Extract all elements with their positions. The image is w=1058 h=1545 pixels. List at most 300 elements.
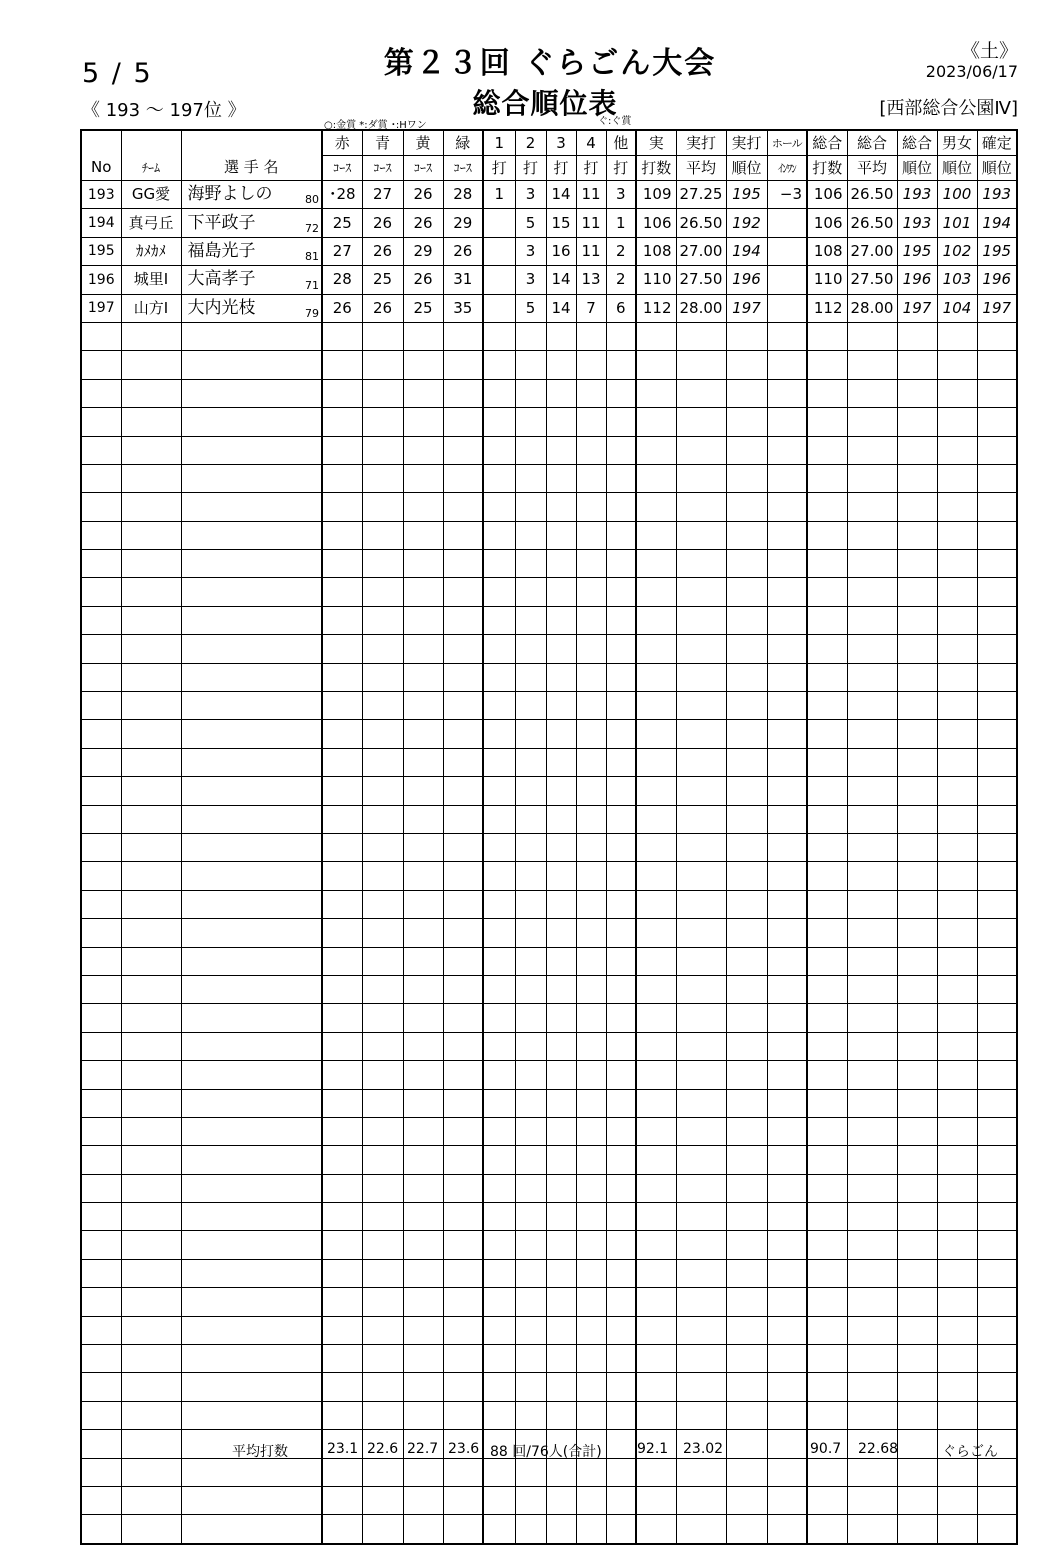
- cell-team: [121, 408, 181, 436]
- cell-tavg: 26.50: [847, 209, 897, 237]
- cell-green: [443, 890, 483, 918]
- cell-avg: [676, 351, 726, 379]
- cell-s3: 14: [546, 294, 576, 322]
- header-bottom-2: 選 手 名: [181, 156, 322, 181]
- cell-no: [81, 663, 121, 691]
- cell-s4: [576, 919, 606, 947]
- cell-age: [289, 1316, 322, 1344]
- cell-no: [81, 521, 121, 549]
- cell-tavg: [847, 1515, 897, 1544]
- cell-yellow: 25: [403, 294, 443, 322]
- header-bottom-4: ｺｰｽ: [362, 156, 403, 181]
- cell-team: [121, 1203, 181, 1231]
- cell-age: [289, 692, 322, 720]
- cell-hio: [767, 720, 807, 748]
- cell-yellow: [403, 464, 443, 492]
- cell-no: [81, 692, 121, 720]
- cell-s1: [483, 493, 515, 521]
- cell-name: [181, 720, 289, 748]
- cell-s2: [515, 351, 546, 379]
- cell-hio: [767, 1401, 807, 1429]
- cell-trank: [897, 1288, 937, 1316]
- cell-arank: [726, 748, 767, 776]
- cell-s3: [546, 1259, 576, 1287]
- cell-name: 下平政子: [181, 209, 289, 237]
- cell-grank: [937, 493, 977, 521]
- cell-name: [181, 1373, 289, 1401]
- cell-avg: [676, 578, 726, 606]
- cell-s1: [483, 408, 515, 436]
- cell-trank: [897, 833, 937, 861]
- cell-yellow: [403, 1316, 443, 1344]
- cell-total: [807, 322, 847, 350]
- cell-avg: [676, 436, 726, 464]
- header-top-1: [121, 130, 181, 156]
- cell-avg: [676, 550, 726, 578]
- cell-arank: [726, 1345, 767, 1373]
- cell-actual: [636, 1089, 676, 1117]
- cell-actual: [636, 1174, 676, 1202]
- cell-s4: 11: [576, 181, 606, 209]
- cell-yellow: 29: [403, 237, 443, 265]
- cell-green: 35: [443, 294, 483, 322]
- cell-blue: [362, 1316, 403, 1344]
- cell-green: [443, 1373, 483, 1401]
- cell-yellow: [403, 1401, 443, 1429]
- cell-avg: [676, 890, 726, 918]
- cell-tavg: [847, 1259, 897, 1287]
- cell-red: [322, 493, 362, 521]
- cell-tavg: [847, 1032, 897, 1060]
- cell-no: [81, 464, 121, 492]
- cell-team: [121, 748, 181, 776]
- cell-grank: [937, 635, 977, 663]
- cell-s1: [483, 1259, 515, 1287]
- cell-yellow: [403, 351, 443, 379]
- cell-avg: [676, 379, 726, 407]
- cell-other: [606, 890, 636, 918]
- cell-s3: [546, 862, 576, 890]
- cell-arank: [726, 1174, 767, 1202]
- cell-total: 106: [807, 181, 847, 209]
- empty-row: [81, 1032, 1017, 1060]
- cell-s3: 14: [546, 181, 576, 209]
- cell-total: [807, 1032, 847, 1060]
- cell-final: [977, 1259, 1017, 1287]
- cell-name: [181, 805, 289, 833]
- header-top-2: [181, 130, 322, 156]
- cell-grank: [937, 1458, 977, 1486]
- cell-yellow: [403, 1146, 443, 1174]
- cell-blue: [362, 1089, 403, 1117]
- cell-grank: [937, 606, 977, 634]
- cell-no: [81, 550, 121, 578]
- cell-actual: [636, 805, 676, 833]
- cell-name: [181, 1117, 289, 1145]
- footer-brand: ぐらごん: [942, 1444, 998, 1460]
- cell-total: [807, 464, 847, 492]
- header-top-19: 男女: [937, 130, 977, 156]
- cell-grank: 100: [937, 181, 977, 209]
- cell-final: [977, 521, 1017, 549]
- footer-red-avg: 23.1: [327, 1441, 359, 1457]
- cell-green: [443, 1231, 483, 1259]
- cell-avg: [676, 1486, 726, 1514]
- cell-total: [807, 1345, 847, 1373]
- cell-age: [289, 1373, 322, 1401]
- cell-other: [606, 1231, 636, 1259]
- cell-s4: [576, 464, 606, 492]
- cell-s4: [576, 379, 606, 407]
- cell-trank: [897, 436, 937, 464]
- cell-name: [181, 408, 289, 436]
- cell-team: [121, 1401, 181, 1429]
- cell-total: [807, 1458, 847, 1486]
- cell-s1: [483, 777, 515, 805]
- cell-other: [606, 606, 636, 634]
- cell-s1: [483, 890, 515, 918]
- cell-blue: [362, 777, 403, 805]
- cell-actual: [636, 720, 676, 748]
- cell-tavg: [847, 351, 897, 379]
- cell-total: [807, 1174, 847, 1202]
- cell-trank: [897, 1089, 937, 1117]
- cell-avg: [676, 1316, 726, 1344]
- cell-s4: [576, 606, 606, 634]
- cell-name: [181, 663, 289, 691]
- cell-s2: [515, 975, 546, 1003]
- cell-arank: [726, 890, 767, 918]
- cell-red: [322, 919, 362, 947]
- cell-blue: [362, 663, 403, 691]
- cell-trank: [897, 1146, 937, 1174]
- header-bottom-9: 打: [546, 156, 576, 181]
- empty-row: [81, 635, 1017, 663]
- cell-tavg: [847, 890, 897, 918]
- cell-grank: [937, 720, 977, 748]
- cell-age: [289, 493, 322, 521]
- cell-actual: 108: [636, 237, 676, 265]
- cell-arank: [726, 1486, 767, 1514]
- cell-grank: [937, 1174, 977, 1202]
- cell-s2: [515, 720, 546, 748]
- cell-no: [81, 1146, 121, 1174]
- cell-red: [322, 777, 362, 805]
- cell-total: [807, 862, 847, 890]
- cell-avg: [676, 919, 726, 947]
- header-bottom-8: 打: [515, 156, 546, 181]
- cell-hio: [767, 578, 807, 606]
- cell-s4: [576, 578, 606, 606]
- cell-arank: [726, 833, 767, 861]
- cell-blue: [362, 550, 403, 578]
- cell-actual: [636, 890, 676, 918]
- cell-actual: [636, 748, 676, 776]
- cell-no: [81, 919, 121, 947]
- cell-s2: 3: [515, 181, 546, 209]
- cell-total: [807, 379, 847, 407]
- cell-actual: [636, 1401, 676, 1429]
- cell-s3: 15: [546, 209, 576, 237]
- cell-final: 194: [977, 209, 1017, 237]
- cell-s3: [546, 805, 576, 833]
- cell-hio: [767, 1458, 807, 1486]
- cell-blue: [362, 1288, 403, 1316]
- cell-s2: [515, 578, 546, 606]
- cell-final: [977, 1146, 1017, 1174]
- cell-other: [606, 1288, 636, 1316]
- cell-actual: [636, 975, 676, 1003]
- cell-green: 26: [443, 237, 483, 265]
- cell-s2: [515, 550, 546, 578]
- cell-avg: [676, 1288, 726, 1316]
- cell-yellow: [403, 1486, 443, 1514]
- cell-total: 112: [807, 294, 847, 322]
- cell-grank: [937, 1203, 977, 1231]
- cell-s1: [483, 1032, 515, 1060]
- cell-blue: [362, 1458, 403, 1486]
- cell-yellow: [403, 635, 443, 663]
- cell-grank: [937, 436, 977, 464]
- cell-grank: [937, 1316, 977, 1344]
- cell-grank: [937, 1117, 977, 1145]
- cell-tavg: [847, 805, 897, 833]
- cell-red: 27: [322, 237, 362, 265]
- cell-s4: [576, 1032, 606, 1060]
- cell-green: [443, 1316, 483, 1344]
- empty-row: [81, 521, 1017, 549]
- header-bottom-12: 打数: [636, 156, 676, 181]
- empty-row: [81, 606, 1017, 634]
- cell-team: [121, 1316, 181, 1344]
- cell-tavg: [847, 436, 897, 464]
- cell-team: [121, 1146, 181, 1174]
- empty-row: [81, 379, 1017, 407]
- cell-yellow: [403, 1515, 443, 1544]
- cell-tavg: [847, 1486, 897, 1514]
- cell-yellow: [403, 975, 443, 1003]
- cell-s1: [483, 1174, 515, 1202]
- cell-yellow: [403, 436, 443, 464]
- cell-s1: [483, 1089, 515, 1117]
- header-top-8: 2: [515, 130, 546, 156]
- cell-actual: [636, 1146, 676, 1174]
- cell-actual: [636, 947, 676, 975]
- cell-s2: [515, 805, 546, 833]
- cell-s1: [483, 919, 515, 947]
- cell-red: [322, 521, 362, 549]
- cell-green: [443, 1004, 483, 1032]
- cell-tavg: [847, 1401, 897, 1429]
- cell-total: [807, 1259, 847, 1287]
- cell-blue: [362, 379, 403, 407]
- cell-team: [121, 1004, 181, 1032]
- cell-tavg: [847, 1061, 897, 1089]
- cell-avg: [676, 777, 726, 805]
- cell-total: [807, 1401, 847, 1429]
- page-title: 第２３回 ぐらごん大会: [383, 46, 717, 81]
- cell-s3: [546, 1117, 576, 1145]
- cell-avg: 27.00: [676, 237, 726, 265]
- cell-age: [289, 1117, 322, 1145]
- cell-s4: [576, 1117, 606, 1145]
- cell-s2: [515, 777, 546, 805]
- cell-s4: 11: [576, 209, 606, 237]
- cell-age: [289, 833, 322, 861]
- cell-trank: [897, 550, 937, 578]
- empty-row: [81, 408, 1017, 436]
- cell-age: [289, 919, 322, 947]
- cell-hio: [767, 209, 807, 237]
- cell-s4: [576, 1061, 606, 1089]
- cell-trank: 197: [897, 294, 937, 322]
- cell-green: [443, 720, 483, 748]
- cell-trank: [897, 947, 937, 975]
- cell-tavg: [847, 322, 897, 350]
- cell-final: [977, 1486, 1017, 1514]
- cell-s1: [483, 947, 515, 975]
- footer-blue-avg: 22.6: [367, 1441, 399, 1457]
- cell-yellow: [403, 833, 443, 861]
- cell-s3: [546, 720, 576, 748]
- cell-other: [606, 720, 636, 748]
- cell-trank: [897, 1259, 937, 1287]
- cell-avg: [676, 493, 726, 521]
- cell-s2: [515, 1061, 546, 1089]
- cell-trank: [897, 975, 937, 1003]
- cell-blue: [362, 436, 403, 464]
- cell-green: [443, 1345, 483, 1373]
- cell-final: [977, 1373, 1017, 1401]
- cell-s2: [515, 1231, 546, 1259]
- cell-avg: [676, 322, 726, 350]
- cell-s1: [483, 635, 515, 663]
- cell-grank: [937, 777, 977, 805]
- cell-final: [977, 1515, 1017, 1544]
- cell-hio: [767, 322, 807, 350]
- cell-s3: [546, 1089, 576, 1117]
- cell-yellow: [403, 805, 443, 833]
- cell-tavg: [847, 550, 897, 578]
- cell-hio: [767, 635, 807, 663]
- cell-blue: 26: [362, 209, 403, 237]
- cell-team: [121, 692, 181, 720]
- cell-final: [977, 1316, 1017, 1344]
- cell-team: [121, 322, 181, 350]
- cell-no: 195: [81, 237, 121, 265]
- cell-red: [322, 464, 362, 492]
- cell-blue: 26: [362, 237, 403, 265]
- cell-red: [322, 1401, 362, 1429]
- cell-name: [181, 1089, 289, 1117]
- cell-other: [606, 464, 636, 492]
- cell-green: [443, 1146, 483, 1174]
- cell-hio: [767, 237, 807, 265]
- cell-no: [81, 1401, 121, 1429]
- cell-no: [81, 1032, 121, 1060]
- cell-grank: [937, 1061, 977, 1089]
- cell-yellow: [403, 550, 443, 578]
- cell-s4: [576, 550, 606, 578]
- cell-avg: [676, 1345, 726, 1373]
- cell-s3: [546, 408, 576, 436]
- cell-s2: [515, 1117, 546, 1145]
- cell-final: 197: [977, 294, 1017, 322]
- cell-yellow: [403, 1345, 443, 1373]
- cell-s2: [515, 1458, 546, 1486]
- cell-name: [181, 550, 289, 578]
- cell-other: [606, 322, 636, 350]
- cell-red: [322, 379, 362, 407]
- ranking-table: [80, 129, 1018, 1545]
- cell-tavg: [847, 408, 897, 436]
- cell-trank: [897, 408, 937, 436]
- cell-team: [121, 436, 181, 464]
- cell-tavg: [847, 606, 897, 634]
- cell-final: [977, 379, 1017, 407]
- cell-s4: [576, 1146, 606, 1174]
- footer-green-avg: 23.6: [448, 1441, 480, 1457]
- cell-final: [977, 777, 1017, 805]
- cell-other: [606, 408, 636, 436]
- cell-name: [181, 322, 289, 350]
- cell-s2: [515, 1174, 546, 1202]
- cell-s3: [546, 1032, 576, 1060]
- empty-row: [81, 1203, 1017, 1231]
- cell-blue: [362, 692, 403, 720]
- cell-s2: [515, 408, 546, 436]
- header-bottom-1: ﾁｰﾑ: [121, 156, 181, 181]
- header-bottom-18: 順位: [897, 156, 937, 181]
- cell-hio: [767, 975, 807, 1003]
- cell-team: 真弓丘: [121, 209, 181, 237]
- cell-name: [181, 777, 289, 805]
- cell-total: [807, 578, 847, 606]
- cell-blue: [362, 1515, 403, 1544]
- cell-total: [807, 550, 847, 578]
- cell-s2: [515, 692, 546, 720]
- cell-red: [322, 550, 362, 578]
- cell-final: [977, 464, 1017, 492]
- cell-final: [977, 322, 1017, 350]
- cell-s1: [483, 379, 515, 407]
- cell-yellow: 26: [403, 181, 443, 209]
- cell-other: [606, 777, 636, 805]
- cell-grank: [937, 521, 977, 549]
- cell-final: [977, 436, 1017, 464]
- weekday: 《土》: [960, 40, 1018, 62]
- cell-team: [121, 493, 181, 521]
- cell-avg: [676, 1515, 726, 1544]
- cell-name: [181, 1458, 289, 1486]
- cell-s2: [515, 635, 546, 663]
- cell-s2: [515, 1004, 546, 1032]
- cell-name: [181, 464, 289, 492]
- cell-other: [606, 1373, 636, 1401]
- footer-rounds: 88 回/76人(合計): [490, 1444, 602, 1460]
- cell-trank: 193: [897, 181, 937, 209]
- cell-green: [443, 748, 483, 776]
- cell-final: [977, 1174, 1017, 1202]
- cell-avg: [676, 1231, 726, 1259]
- cell-name: [181, 833, 289, 861]
- cell-total: [807, 1316, 847, 1344]
- cell-no: [81, 975, 121, 1003]
- cell-name: [181, 1174, 289, 1202]
- cell-s2: [515, 862, 546, 890]
- cell-team: [121, 833, 181, 861]
- cell-s4: [576, 805, 606, 833]
